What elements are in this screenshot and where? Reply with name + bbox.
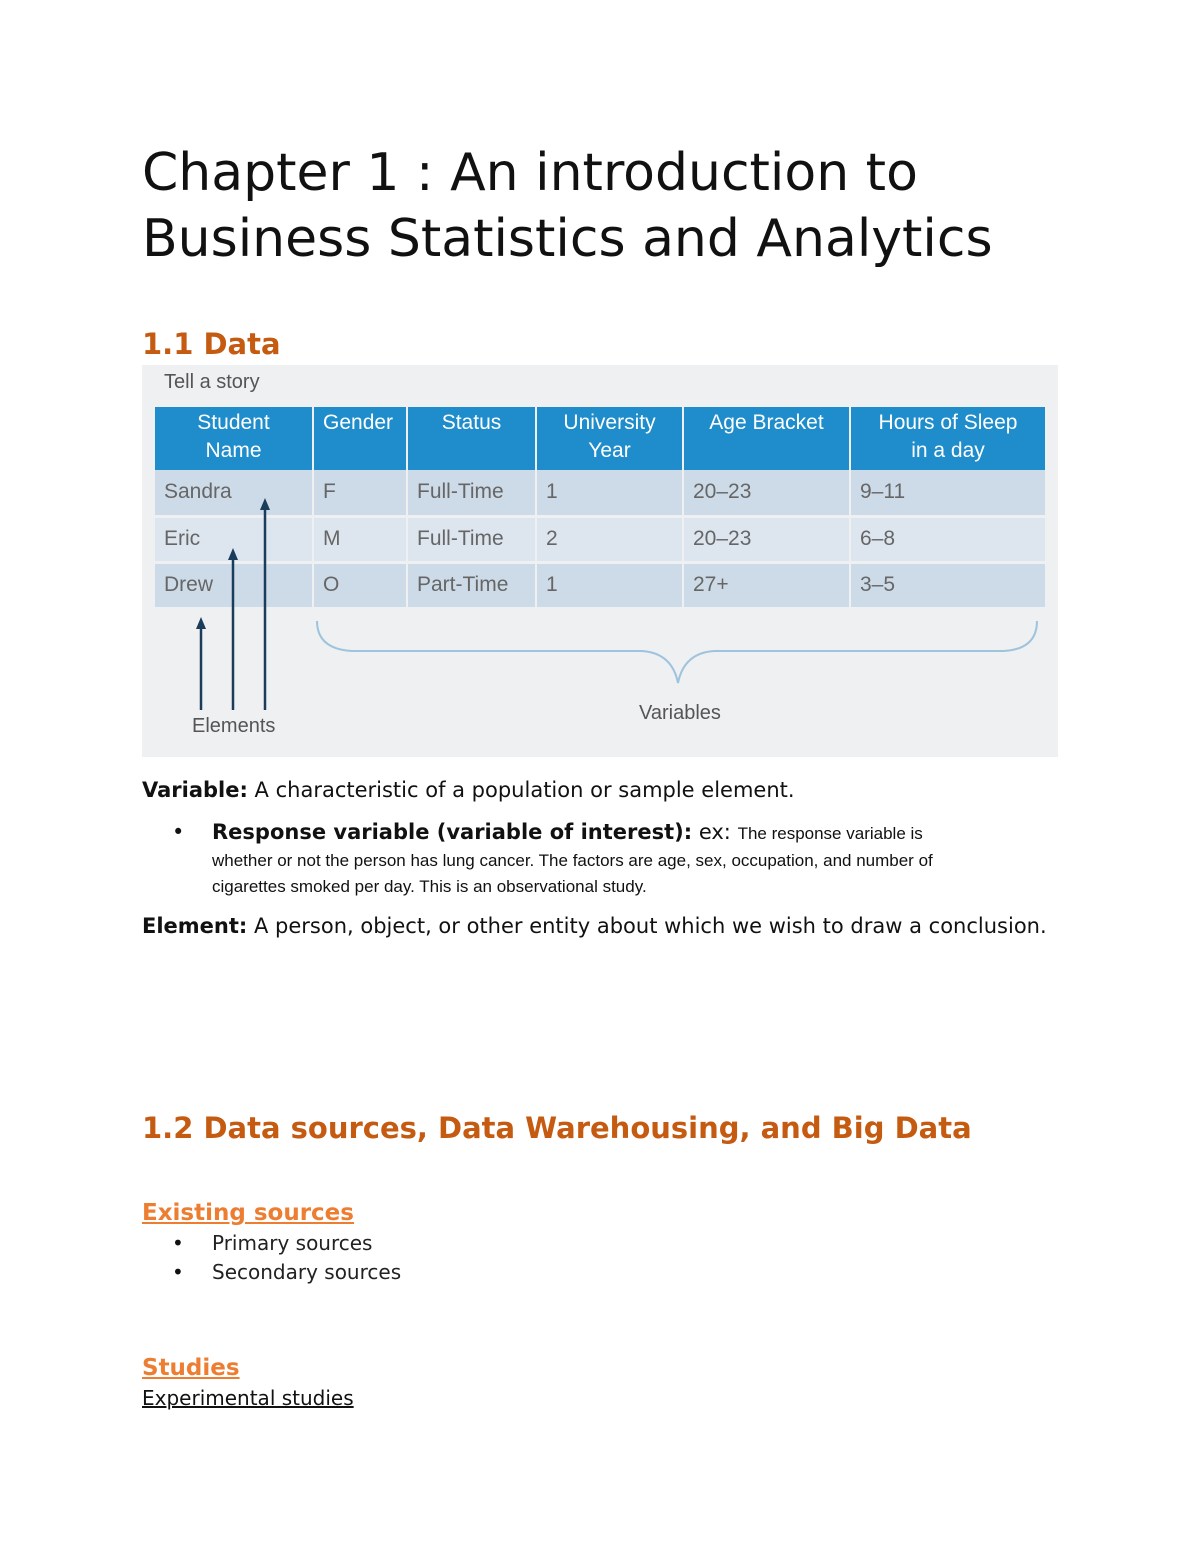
element-arrows xyxy=(196,498,270,710)
bullet-icon: • xyxy=(172,1260,184,1284)
element-definition-text: A person, object, or other entity about which we wish to draw a conclusion. xyxy=(247,914,1047,938)
studies-heading: Studies xyxy=(142,1355,240,1381)
header-age-bracket: Age Bracket xyxy=(683,407,850,470)
arrow-head-sandra xyxy=(260,498,270,510)
arrow-head-drew xyxy=(196,617,206,629)
figure-caption: Tell a story xyxy=(164,371,260,393)
header-student-name: Student Name xyxy=(155,407,313,470)
element-definition xyxy=(142,912,1062,941)
elements-label: Elements xyxy=(192,715,276,737)
table-cell: 20–23 xyxy=(683,470,850,516)
header-status: Status xyxy=(407,407,536,470)
list-item-secondary-sources: Secondary sources xyxy=(212,1260,402,1284)
existing-sources-heading: Existing sources xyxy=(142,1200,354,1226)
table-cell: 9–11 xyxy=(850,470,1045,516)
response-example-line-3: cigarettes smoked per day. This is an observational study. xyxy=(212,877,647,896)
response-example-line-1: The response variable is xyxy=(737,824,923,843)
table-cell: 3–5 xyxy=(850,562,1045,608)
table-cell: M xyxy=(313,516,407,562)
table-cell: 1 xyxy=(536,562,683,608)
response-variable-item xyxy=(212,818,1062,900)
chapter-title-line-2: Business Statistics and Analytics xyxy=(142,209,993,269)
table-cell: 2 xyxy=(536,516,683,562)
table-cell: 1 xyxy=(536,470,683,516)
chapter-title xyxy=(142,140,1102,272)
figure-annotations xyxy=(142,365,1058,757)
variable-definition xyxy=(142,776,1062,805)
experimental-studies-heading: Experimental studies xyxy=(142,1386,354,1410)
section-1-2-heading: 1.2 Data sources, Data Warehousing, and Big Data xyxy=(142,1111,972,1145)
table-cell: Full-Time xyxy=(407,516,536,562)
table-cell: Drew xyxy=(155,562,313,608)
example-prefix: ex: xyxy=(692,820,738,844)
header-hours-of-sleep: Hours of Sleep in a day xyxy=(850,407,1045,470)
bullet-icon: • xyxy=(172,820,185,844)
variable-definition-text: A characteristic of a population or sample element. xyxy=(247,778,795,802)
element-term: Element: xyxy=(142,914,248,938)
variables-label: Variables xyxy=(639,702,721,724)
chapter-title-line-1: Chapter 1 : An introduction to xyxy=(142,143,918,203)
table-cell: 27+ xyxy=(683,562,850,608)
variables-brace xyxy=(317,621,1037,683)
data-figure xyxy=(142,365,1058,757)
header-university-year: University Year xyxy=(536,407,683,470)
table-cell: Full-Time xyxy=(407,470,536,516)
section-1-1-heading: 1.1 Data xyxy=(142,327,281,361)
response-variable-term: Response variable (variable of interest): xyxy=(212,820,693,844)
table-cell: Part-Time xyxy=(407,562,536,608)
response-example-line-2: whether or not the person has lung cancer. The factors are age, sex, occupation, and number of xyxy=(212,851,933,870)
table-cell: 6–8 xyxy=(850,516,1045,562)
header-gender: Gender xyxy=(313,407,407,470)
list-item-primary-sources: Primary sources xyxy=(212,1231,373,1255)
table-cell: O xyxy=(313,562,407,608)
table-cell: Sandra xyxy=(155,470,313,516)
table-cell: Eric xyxy=(155,516,313,562)
arrow-head-eric xyxy=(228,548,238,560)
variable-term: Variable: xyxy=(142,778,248,802)
table-cell: 20–23 xyxy=(683,516,850,562)
table-cell: F xyxy=(313,470,407,516)
bullet-icon: • xyxy=(172,1231,184,1255)
